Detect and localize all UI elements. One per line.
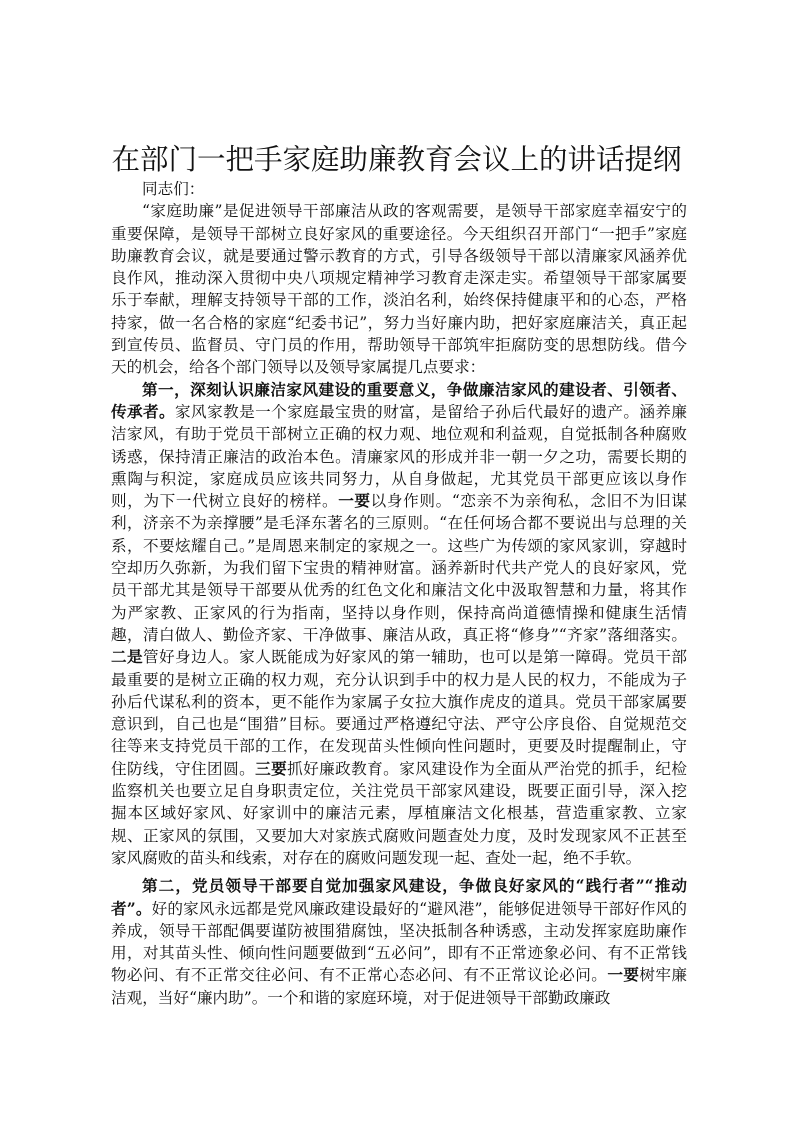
document-body: [111, 178, 687, 1009]
section-2-text-2: 树牢廉洁观，当好“廉内助”。一个和谐的家庭环境，对于促进领导干部勤政廉政: [111, 966, 687, 1007]
section-1-paragraph: [111, 379, 687, 870]
section-2-heading: 第二，党员领导干部要自觉加强家风建设，争做良好家风的“践行者”“推动者”。: [111, 876, 687, 918]
section-2-mark-1: 一要: [607, 965, 640, 985]
document-title: 在部门一把手家庭助廉教育会议上的讲话提纲: [111, 143, 682, 176]
intro-paragraph: “家庭助廉”是促进领导干部廉洁从政的客观需要，是领导干部家庭幸福安宁的重要保障，是领导干部树立良好家风的重要途径。今天组织召开部门“一把手”家庭助廉教育会议，就是要通过警示教育的方式，引导各级领导干部以清廉家风涵养优良作风，推动深入贯彻中央八项规定精神学习教育走深走实。希望领导干部家属要乐于奉献，理解支持领导干部的工作，淡泊名利，始终保持健康平和的心态，严格持家，做一名合格的家庭“纪委书记”，努力当好廉内助，把好家庭廉洁关，真正起到宣传员、监督员、守门员的作用，帮助领导干部筑牢拒腐防变的思想防线。借今天的机会，给各个部门领导以及领导家属提几点要求：: [111, 202, 687, 377]
salutation: 同志们：: [142, 180, 205, 198]
section-1-heading: 第一，深刻认识廉洁家风建设的重要意义，争做廉洁家风的建设者、引领者、传承者。: [111, 379, 687, 421]
section-2-text-1: 好的家风永远都是党风廉政建设最好的“避风港”，能够促进领导干部好作风的养成，领导干部配偶要谨防被围猎腐蚀，坚决抵制各种诱惑，主动发挥家庭助廉作用，对其苗头性、倾向性问题要做到“五必问”，即有不正常迹象必问、有不正常钱物必问、有不正常交往必问、有不正常心态必问、有不正常议论必问。: [111, 899, 687, 985]
section-2-paragraph: [111, 875, 687, 1009]
section-1-text-4: 抓好廉政教育。家风建设作为全面从严治党的抓手，纪检监察机关也要立足自身职责定位，关注党员干部家风建设，既要正面引导，深入挖掘本区域好家风、好家训中的廉洁元素，厚植廉洁文化根基，营造重家教、立家规、正家风的氛围，又要加大对家族式腐败问题查处力度，及时发现家风不正甚至家风腐败的苗头和线索，对存在的腐败问题发现一起、查处一起，绝不手软。: [111, 759, 687, 867]
section-1-text-2: 以身作则。“恋亲不为亲徇私，念旧不为旧谋利，济亲不为亲撑腰”是毛泽东著名的三原则。“在任何场合都不要说出与总理的关系，不要炫耀自己。”是周恩来制定的家规之一。这些广为传颂的家风家训，穿越时空却历久弥新，为我们留下宝贵的精神财富。涵养新时代共产党人的良好家风，党员干部尤其是领导干部要从优秀的红色文化和廉洁文化中汲取智慧和力量，将其作为严家教、正家风的行为指南，坚持以身作则，保持高尚道德情操和健康生活情趣，清白做人、勤俭齐家、干净做事、廉洁从政，真正将“修身”“齐家”落细落实。: [111, 492, 687, 644]
section-1-text-1: 家风家教是一个家庭最宝贵的财富，是留给子孙后代最好的遗产。涵养廉洁家风，有助于党员干部树立正确的权力观、地位观和利益观，自觉抵制各种腐败诱惑，保持清正廉洁的政治本色。清廉家风的形成并非一朝一夕之功，需要长期的熏陶与积淀，家庭成员应该共同努力，从自身做起，尤其党员干部更应该以身作则，为下一代树立良好的榜样。: [111, 402, 687, 511]
section-1-mark-2: 二是: [111, 647, 144, 667]
section-1-mark-3: 三要: [255, 758, 288, 778]
section-1-mark-1: 一要: [338, 491, 371, 511]
section-1-text-3: 管好身边人。家人既能成为好家风的第一辅助，也可以是第一障碍。党员干部最重要的是树立正确的权力观，充分认识到手中的权力是人民的权力，不能成为子孙后代谋私利的资本，更不能作为家属子女拉大旗作虎皮的道具。党员干部家属要意识到，自己也是“围猎”目标。要通过严格遵纪守法、严守公序良俗、自觉规范交往等来支持党员干部的工作，在发现苗头性倾向性问题时，更要及时提醒制止，守住防线，守住团圆。: [111, 648, 687, 778]
